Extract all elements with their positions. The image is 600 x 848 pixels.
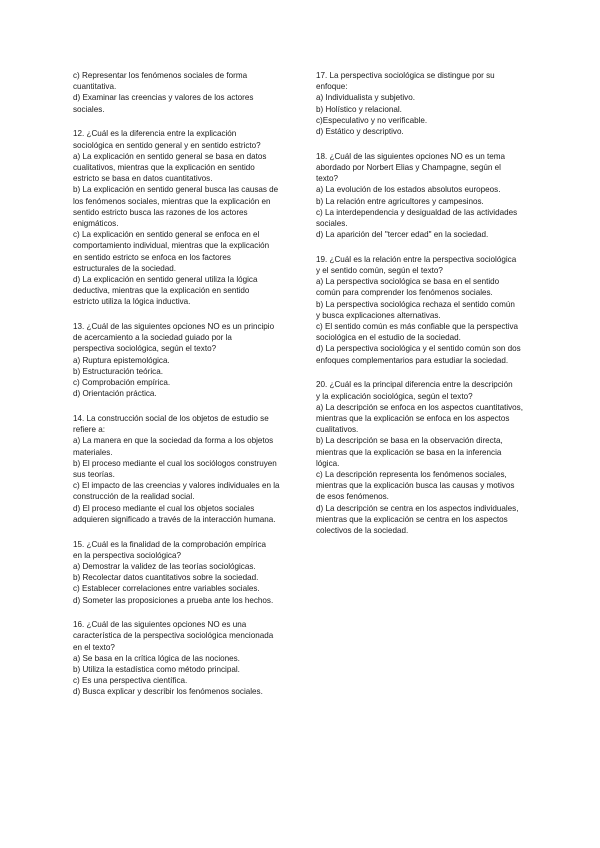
text-line: los fenómenos sociales, mientras que la explicación en bbox=[73, 196, 271, 206]
text-line: a) Demostrar la validez de las teorías sociológicas. bbox=[73, 561, 256, 571]
text-line: b) Holístico y relacional. bbox=[316, 104, 402, 114]
text-line: en sentido estricto se enfoca en los factores bbox=[73, 252, 231, 262]
text-line: estricto utiliza la lógica inductiva. bbox=[73, 297, 191, 307]
left-column bbox=[73, 70, 325, 711]
question-block-q15 bbox=[73, 539, 325, 606]
text-line: d) Estático y descriptivo. bbox=[316, 127, 404, 137]
text-line: b) El proceso mediante el cual los sociólogos construyen bbox=[73, 458, 277, 468]
text-line: b) Recolectar datos cuantitativos sobre la sociedad. bbox=[73, 573, 259, 583]
text-line: 20. ¿Cuál es la principal diferencia entre la descripción bbox=[316, 380, 513, 390]
text-line: mientras que la explicación se enfoca en los aspectos bbox=[316, 413, 510, 423]
text-line: c) El sentido común es más confiable que la perspectiva bbox=[316, 322, 518, 332]
text-line: perspectiva sociológica, según el texto? bbox=[73, 344, 217, 354]
question-block-q20 bbox=[316, 379, 568, 536]
text-line: 19. ¿Cuál es la relación entre la perspectiva sociológica bbox=[316, 254, 517, 264]
text-line: c) Establecer correlaciones entre variables sociales. bbox=[73, 584, 260, 594]
text-line: abordado por Norbert Elias y Champagne, según el bbox=[316, 162, 501, 172]
question-block-q19 bbox=[316, 254, 568, 366]
text-line: 14. La construcción social de los objetos de estudio se bbox=[73, 413, 269, 423]
text-line: a) La explicación en sentido general se basa en datos bbox=[73, 151, 267, 161]
text-line: lógica. bbox=[316, 458, 340, 468]
text-line: 16. ¿Cuál de las siguientes opciones NO es una bbox=[73, 620, 247, 630]
text-line: d) Examinar las creencias y valores de los actores bbox=[73, 93, 254, 103]
text-line: 15. ¿Cuál es la finalidad de la comprobación empírica bbox=[73, 539, 267, 549]
text-line: y el sentido común, según el texto? bbox=[316, 266, 443, 276]
text-line: a) Individualista y subjetivo. bbox=[316, 93, 415, 103]
question-block-q13 bbox=[73, 321, 325, 399]
text-line: 13. ¿Cuál de las siguientes opciones NO es un principio bbox=[73, 322, 275, 332]
text-line: b) La descripción se basa en la observación directa, bbox=[316, 436, 503, 446]
text-line: deductiva, mientras que la explicación en sentido bbox=[73, 286, 250, 296]
text-line: comportamiento individual, mientras que la explicación bbox=[73, 241, 270, 251]
question-block-q18 bbox=[316, 151, 568, 241]
text-line: d) La descripción se centra en los aspectos individuales, bbox=[316, 503, 519, 513]
text-line: b) La explicación en sentido general busca las causas de bbox=[73, 185, 279, 195]
question-block-q17 bbox=[316, 70, 568, 137]
question-block-q11-tail bbox=[73, 70, 325, 115]
text-line: a) La evolución de los estados absolutos europeos. bbox=[316, 185, 501, 195]
text-line: sus teorías. bbox=[73, 470, 115, 479]
text-line: mientras que la explicación se basa en la inferencia bbox=[316, 447, 502, 457]
text-line: d) El proceso mediante el cual los objetos sociales bbox=[73, 503, 255, 513]
text-line: sociológica en el estudio de la sociedad. bbox=[316, 333, 461, 343]
text-line: mientras que la explicación se centra en los aspectos bbox=[316, 514, 508, 524]
text-line: c) Es una perspectiva científica. bbox=[73, 676, 188, 686]
text-line: texto? bbox=[316, 174, 339, 184]
text-line: 12. ¿Cuál es la diferencia entre la explicación bbox=[73, 129, 237, 139]
text-line: d) Someter las proposiciones a prueba ante los hechos. bbox=[73, 595, 274, 605]
text-line: adquieren significado a través de la interacción humana. bbox=[73, 514, 276, 524]
text-line: mientras que la explicación busca las causas y motivos bbox=[316, 481, 515, 491]
text-line: d) La perspectiva sociológica y el sentido común son dos bbox=[316, 344, 521, 354]
text-line: estructurales de la sociedad. bbox=[73, 263, 177, 273]
text-line: sociales. bbox=[316, 218, 348, 228]
text-line: enigmáticos. bbox=[73, 218, 119, 228]
text-line: b) Utiliza la estadística como método principal. bbox=[73, 665, 240, 675]
text-line: cualitativos, mientras que la explicación en sentido bbox=[73, 162, 255, 172]
text-line: c) El impacto de las creencias y valores individuales en la bbox=[73, 481, 280, 491]
text-line: enfoques complementarios para estudiar la sociedad. bbox=[316, 355, 509, 365]
text-line: sentido estricto busca las razones de los actores bbox=[73, 207, 248, 217]
text-line: b) La perspectiva sociológica rechaza el sentido común bbox=[316, 299, 515, 309]
text-line: c) Comprobación empírica. bbox=[73, 378, 171, 388]
text-line: c) Representar los fenómenos sociales de forma bbox=[73, 71, 248, 80]
text-line: c) La interdependencia y desigualdad de las actividades bbox=[316, 207, 518, 217]
text-line: a) La manera en que la sociedad da forma a los objetos bbox=[73, 436, 274, 446]
text-line: b) Estructuración teórica. bbox=[73, 366, 163, 376]
text-line: c) La descripción representa los fenómenos sociales, bbox=[316, 470, 507, 479]
text-line: 18. ¿Cuál de las siguientes opciones NO es un tema bbox=[316, 151, 505, 161]
text-line: a) La descripción se enfoca en los aspectos cuantitativos, bbox=[316, 402, 523, 412]
right-column bbox=[316, 70, 568, 550]
text-line: d) La explicación en sentido general utiliza la lógica bbox=[73, 274, 258, 284]
text-line: sociológica en sentido general y en sentido estricto? bbox=[73, 140, 261, 150]
text-line: y busca explicaciones alternativas. bbox=[316, 310, 441, 320]
text-line: de acercamiento a la sociedad guiado por la bbox=[73, 333, 232, 343]
text-line: estricto se basa en datos cuantitativos. bbox=[73, 174, 213, 184]
text-line: común para comprender los fenómenos sociales. bbox=[316, 288, 493, 298]
text-line: c)Especulativo y no verificable. bbox=[316, 115, 428, 125]
question-block-q14 bbox=[73, 413, 325, 525]
text-line: en el texto? bbox=[73, 642, 115, 652]
question-block-q16 bbox=[73, 619, 325, 697]
text-line: a) Se basa en la crítica lógica de las nociones. bbox=[73, 653, 240, 663]
text-line: en la perspectiva sociológica? bbox=[73, 550, 181, 560]
text-line: d) Busca explicar y describir los fenómenos sociales. bbox=[73, 687, 263, 697]
text-line: cualitativos. bbox=[316, 425, 359, 435]
text-line: materiales. bbox=[73, 447, 113, 457]
text-line: b) La relación entre agricultores y campesinos. bbox=[316, 196, 484, 206]
text-line: a) Ruptura epistemológica. bbox=[73, 355, 170, 365]
text-line: construcción de la realidad social. bbox=[73, 492, 195, 502]
text-line: de esos fenómenos. bbox=[316, 492, 389, 502]
text-line: a) La perspectiva sociológica se basa en el sentido bbox=[316, 277, 500, 287]
text-line: c) La explicación en sentido general se enfoca en el bbox=[73, 230, 260, 240]
text-line: cuantitativa. bbox=[73, 82, 117, 92]
text-line: refiere a: bbox=[73, 425, 105, 435]
text-line: colectivos de la sociedad. bbox=[316, 526, 409, 536]
text-line: enfoque: bbox=[316, 82, 348, 92]
text-line: 17. La perspectiva sociológica se distingue por su bbox=[316, 71, 495, 80]
text-line: característica de la perspectiva sociológica mencionada bbox=[73, 631, 274, 641]
text-line: d) Orientación práctica. bbox=[73, 389, 157, 399]
text-line: y la explicación sociológica, según el texto? bbox=[316, 391, 473, 401]
question-block-q12 bbox=[73, 128, 325, 307]
text-line: d) La aparición del "tercer edad" en la sociedad. bbox=[316, 230, 489, 240]
text-line: sociales. bbox=[73, 104, 105, 114]
